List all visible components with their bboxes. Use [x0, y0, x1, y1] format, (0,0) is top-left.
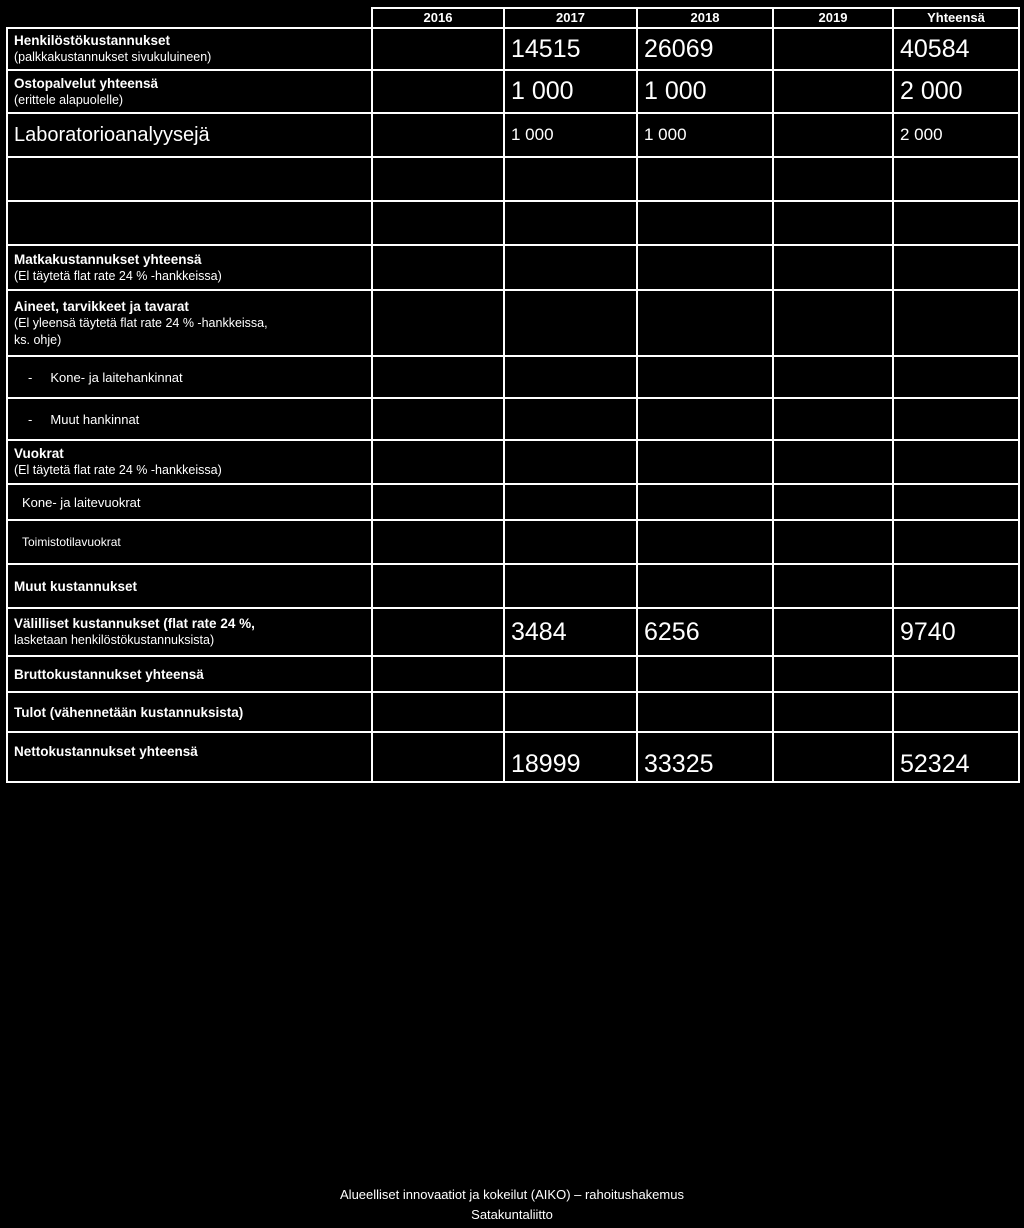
- table-row: [7, 564, 1019, 608]
- cell-2017: [504, 484, 637, 520]
- aineet-label: Aineet, tarvikkeet ja tavarat: [14, 298, 189, 314]
- muut-hankinnat-label: - Muut hankinnat: [7, 398, 372, 440]
- footer-organization: Satakuntaliitto: [471, 1207, 553, 1222]
- row-label: [7, 440, 372, 484]
- cell-2019: [773, 245, 893, 290]
- cell-2016: [372, 520, 504, 564]
- cell-2019: [773, 28, 893, 70]
- row-label: [7, 28, 372, 70]
- cell-total: [893, 440, 1019, 484]
- valilliset-label: Välilliset kustannukset (flat rate 24 %,: [14, 616, 255, 631]
- cell-2016: [372, 608, 504, 656]
- table-row: [7, 113, 1019, 157]
- header-corner: [7, 8, 372, 28]
- cell-2017: [504, 157, 637, 201]
- vuokrat-label: Vuokrat: [14, 446, 64, 461]
- row-label: [7, 290, 372, 356]
- matka-label: Matkakustannukset yhteensä: [14, 251, 202, 267]
- cell-total: [893, 290, 1019, 356]
- cell-2016: [372, 356, 504, 398]
- table-row: [7, 157, 1019, 201]
- cell-total: [893, 398, 1019, 440]
- laboratorio-2018: 1 000: [637, 113, 773, 157]
- ostopalvelut-total: 2 000: [893, 70, 1019, 113]
- cell-2016: [372, 113, 504, 157]
- cell-2019: [773, 70, 893, 113]
- cell-2016: [372, 245, 504, 290]
- header-row: [7, 8, 1019, 28]
- ostopalvelut-sub: (erittele alapuolelle): [14, 92, 124, 107]
- cell-2019: [773, 732, 893, 782]
- cell-total: [893, 520, 1019, 564]
- table-row: [7, 484, 1019, 520]
- year-2016-header: 2016: [372, 8, 504, 28]
- henkilosto-total: 40584: [893, 28, 1019, 70]
- netto-2018: 33325: [637, 732, 773, 782]
- henkilosto-2017: 14515: [504, 28, 637, 70]
- muut-kust-label: Muut kustannukset: [7, 564, 372, 608]
- table-row: [7, 398, 1019, 440]
- cell-2018: [637, 245, 773, 290]
- cell-2017: [504, 520, 637, 564]
- cell-2018: [637, 356, 773, 398]
- cell-2016: [372, 201, 504, 245]
- cell-2019: [773, 484, 893, 520]
- table-row: [7, 201, 1019, 245]
- netto-total: 52324: [893, 732, 1019, 782]
- cell-2018: [637, 290, 773, 356]
- table-row: [7, 692, 1019, 732]
- cell-2019: [773, 440, 893, 484]
- footer-title: Alueelliset innovaatiot ja kokeilut (AIKO) – rahoitushakemus: [340, 1187, 684, 1202]
- henkilosto-2018: 26069: [637, 28, 773, 70]
- cell-2019: [773, 290, 893, 356]
- table-row: [7, 356, 1019, 398]
- valilliset-2017: 3484: [504, 608, 637, 656]
- brutto-label: Bruttokustannukset yhteensä: [7, 656, 372, 692]
- laboratorio-total: 2 000: [893, 113, 1019, 157]
- year-2019-header: 2019: [773, 8, 893, 28]
- laboratorio-2017: 1 000: [504, 113, 637, 157]
- cell-2017: [504, 245, 637, 290]
- henkilosto-label: Henkilöstökustannukset: [14, 33, 171, 48]
- cell-2016: [372, 440, 504, 484]
- table-row: [7, 70, 1019, 113]
- empty-label: [7, 201, 372, 245]
- cell-2017: [504, 656, 637, 692]
- cell-2017: [504, 398, 637, 440]
- cell-total: [893, 656, 1019, 692]
- cell-2016: [372, 70, 504, 113]
- cell-2017: [504, 356, 637, 398]
- row-label: [7, 70, 372, 113]
- cell-2017: [504, 201, 637, 245]
- valilliset-2018: 6256: [637, 608, 773, 656]
- cell-2019: [773, 520, 893, 564]
- cell-2016: [372, 290, 504, 356]
- cell-2019: [773, 656, 893, 692]
- cell-total: [893, 692, 1019, 732]
- valilliset-sub: lasketaan henkilöstökustannuksista): [14, 633, 215, 647]
- table-row: [7, 732, 1019, 782]
- valilliset-total: 9740: [893, 608, 1019, 656]
- cell-2016: [372, 28, 504, 70]
- vuokrat-sub: (El täytetä flat rate 24 % -hankkeissa): [14, 463, 222, 477]
- table-row: [7, 440, 1019, 484]
- year-2017-header: 2017: [504, 8, 637, 28]
- kone-laite-label: - Kone- ja laitehankinnat: [7, 356, 372, 398]
- cell-total: [893, 564, 1019, 608]
- cell-2017: [504, 440, 637, 484]
- cell-2018: [637, 398, 773, 440]
- cell-2016: [372, 732, 504, 782]
- laboratorio-label: Laboratorioanalyysejä: [7, 113, 372, 157]
- kone-vuokrat-label: Kone- ja laitevuokrat: [7, 484, 372, 520]
- cell-total: [893, 484, 1019, 520]
- cell-2018: [637, 564, 773, 608]
- cell-2019: [773, 398, 893, 440]
- table-row: [7, 28, 1019, 70]
- total-header: Yhteensä: [893, 8, 1019, 28]
- table-row: [7, 608, 1019, 656]
- cell-2016: [372, 157, 504, 201]
- aineet-sub: (El yleensä täytetä flat rate 24 % -hankkeissa,: [14, 315, 268, 330]
- cell-2018: [637, 201, 773, 245]
- ostopalvelut-2017: 1 000: [504, 70, 637, 113]
- table-row: [7, 245, 1019, 290]
- cell-2019: [773, 692, 893, 732]
- cell-total: [893, 245, 1019, 290]
- cell-total: [893, 201, 1019, 245]
- toimisto-label: Toimistotilavuokrat: [7, 520, 372, 564]
- cell-total: [893, 356, 1019, 398]
- cell-2019: [773, 157, 893, 201]
- cell-2019: [773, 356, 893, 398]
- cell-2018: [637, 440, 773, 484]
- cell-2018: [637, 484, 773, 520]
- table-row: [7, 290, 1019, 356]
- cell-2019: [773, 201, 893, 245]
- year-2018-header: 2018: [637, 8, 773, 28]
- row-label: [7, 608, 372, 656]
- row-label: [7, 245, 372, 290]
- cell-2019: [773, 113, 893, 157]
- cell-2019: [773, 608, 893, 656]
- cell-2017: [504, 564, 637, 608]
- cell-2019: [773, 564, 893, 608]
- cell-2018: [637, 520, 773, 564]
- cell-2017: [504, 692, 637, 732]
- tulot-label: Tulot (vähennetään kustannuksista): [7, 692, 372, 732]
- table-row: [7, 656, 1019, 692]
- cell-2018: [637, 692, 773, 732]
- cell-2017: [504, 290, 637, 356]
- matka-sub: (El täytetä flat rate 24 % -hankkeissa): [14, 268, 222, 283]
- cell-2016: [372, 398, 504, 440]
- cell-2016: [372, 656, 504, 692]
- netto-2017: 18999: [504, 732, 637, 782]
- henkilosto-sub: (palkkakustannukset sivukuluineen): [14, 50, 212, 64]
- ostopalvelut-label: Ostopalvelut yhteensä: [14, 75, 159, 91]
- aineet-sub2: ks. ohje): [14, 332, 62, 347]
- empty-label: [7, 157, 372, 201]
- cell-2016: [372, 484, 504, 520]
- cell-2018: [637, 157, 773, 201]
- netto-label: Nettokustannukset yhteensä: [7, 732, 372, 782]
- cell-2016: [372, 692, 504, 732]
- cell-2016: [372, 564, 504, 608]
- ostopalvelut-2018: 1 000: [637, 70, 773, 113]
- cell-2018: [637, 656, 773, 692]
- budget-table: [6, 7, 1020, 783]
- table-row: [7, 520, 1019, 564]
- cell-total: [893, 157, 1019, 201]
